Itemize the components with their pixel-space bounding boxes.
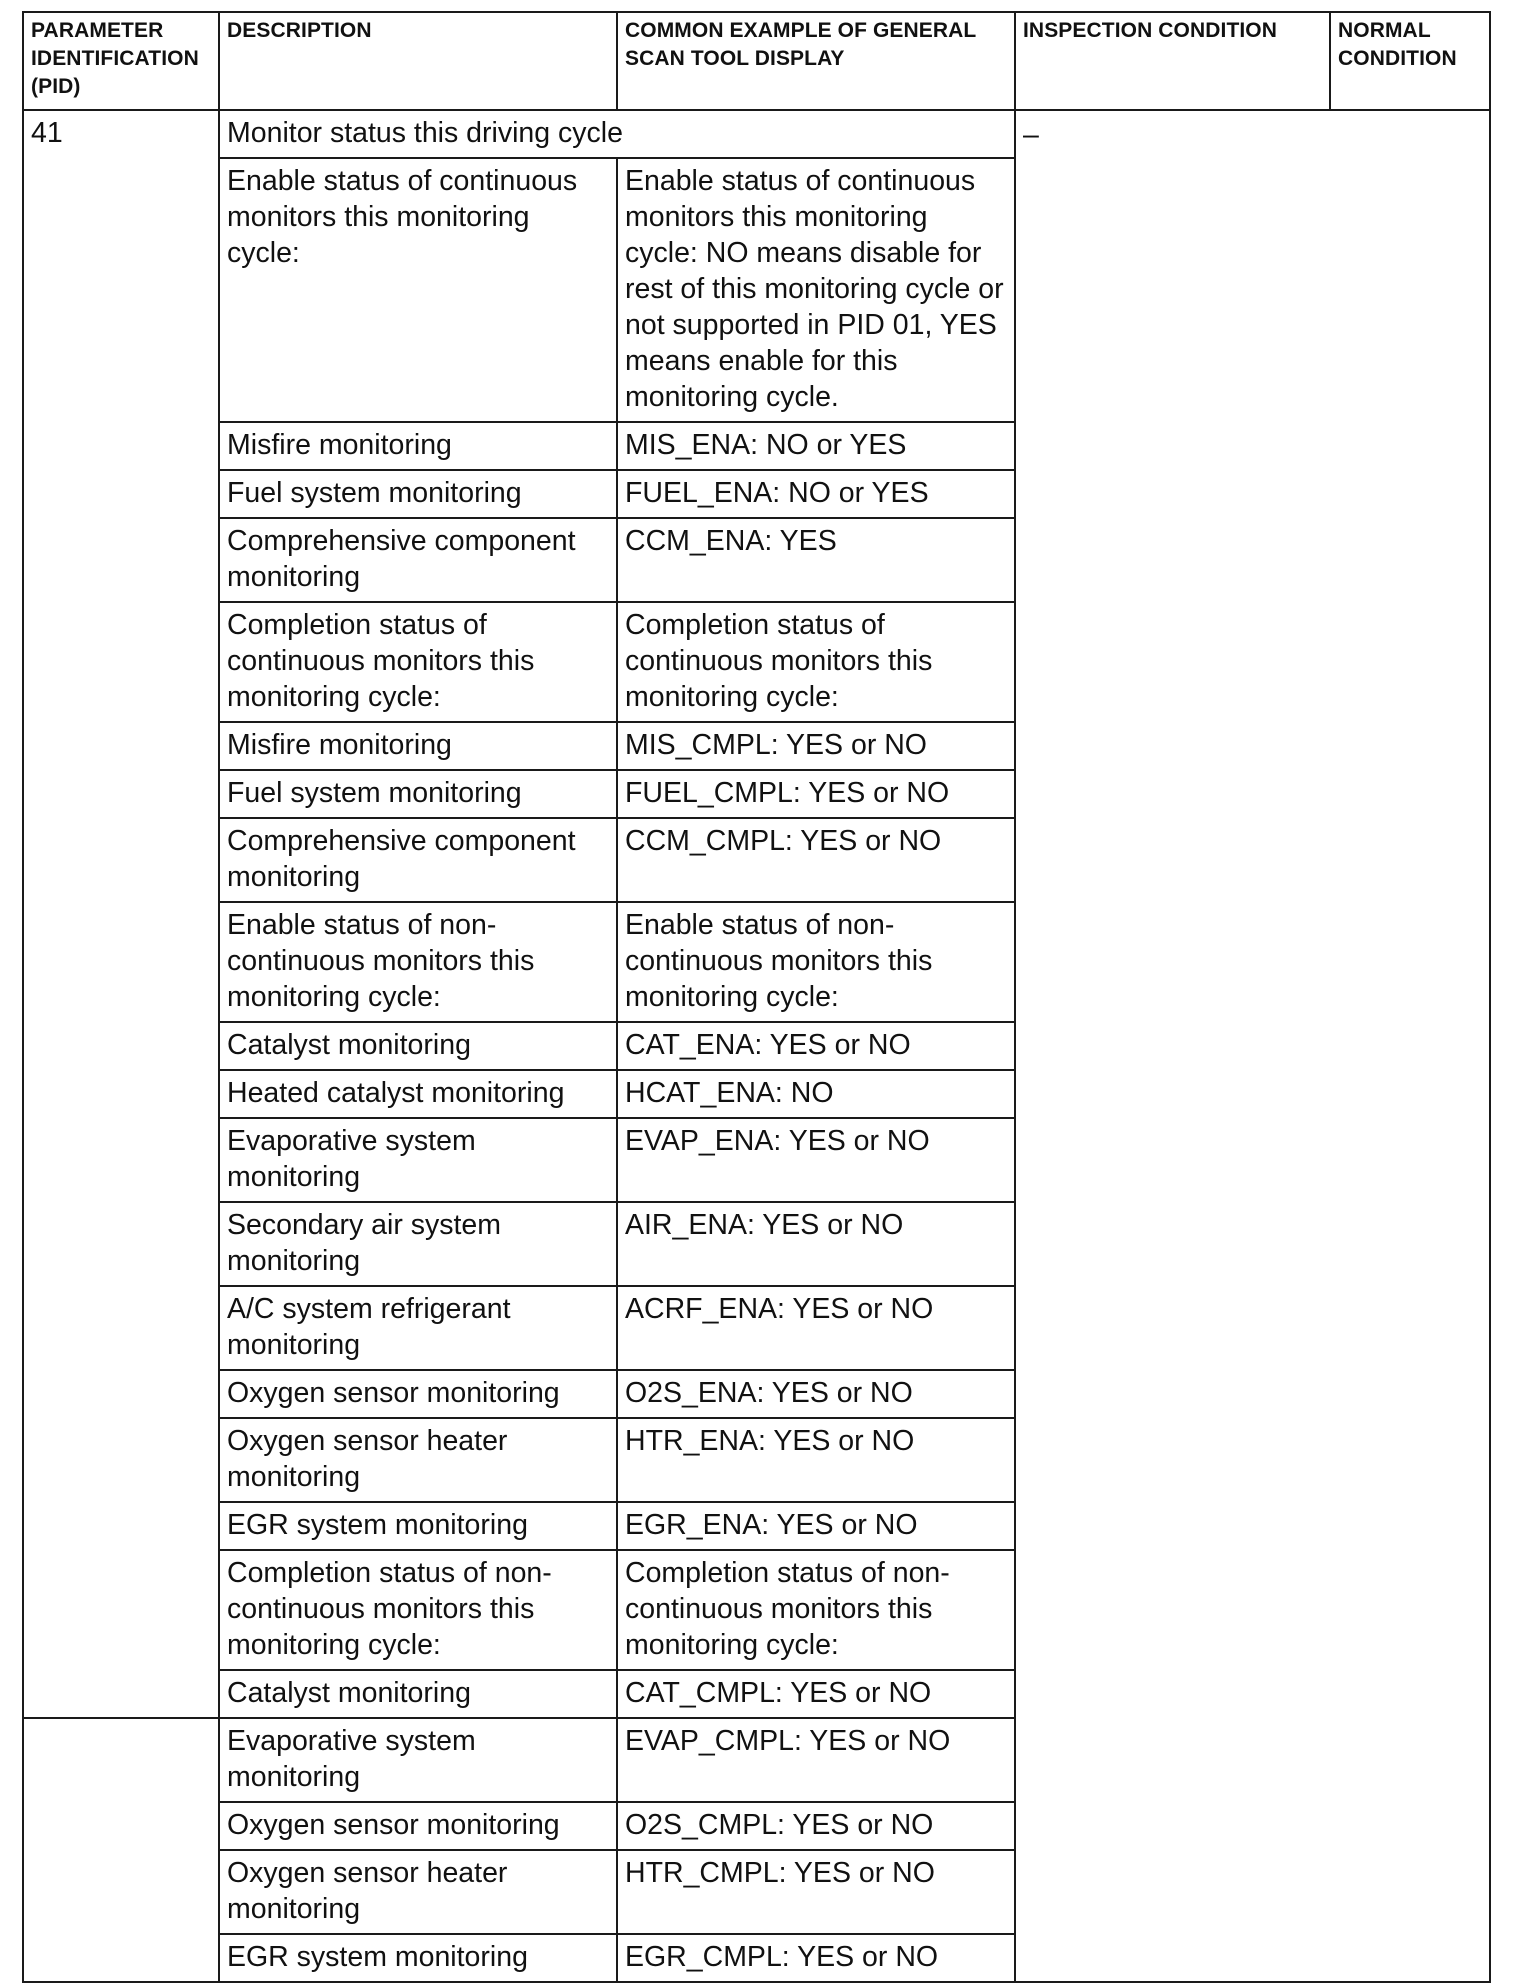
description-cell: Catalyst monitoring (219, 1022, 617, 1070)
display-cell: MIS_ENA: NO or YES (617, 422, 1015, 470)
description-cell: Evaporative system monitoring (219, 1118, 617, 1202)
pid-cell: 41 (23, 110, 219, 1718)
display-cell: CCM_ENA: YES (617, 518, 1015, 602)
section-row (23, 110, 1490, 158)
description-cell: Evaporative system monitoring (219, 1718, 617, 1802)
description-cell: Misfire monitoring (219, 722, 617, 770)
description-cell: Oxygen sensor monitoring (219, 1370, 617, 1418)
description-cell: Oxygen sensor heater monitoring (219, 1418, 617, 1502)
display-cell: MIS_CMPL: YES or NO (617, 722, 1015, 770)
display-cell: EGR_ENA: YES or NO (617, 1502, 1015, 1550)
display-cell: Completion status of continuous monitors this monitoring cycle: (617, 602, 1015, 722)
description-cell: Comprehensive component monitoring (219, 518, 617, 602)
inspection-value: – (1023, 119, 1039, 151)
pid-table (22, 11, 1491, 1983)
display-cell: AIR_ENA: YES or NO (617, 1202, 1015, 1286)
display-cell: CAT_ENA: YES or NO (617, 1022, 1015, 1070)
display-cell: HTR_ENA: YES or NO (617, 1418, 1015, 1502)
description-cell: Misfire monitoring (219, 422, 617, 470)
description-cell: Catalyst monitoring (219, 1670, 617, 1718)
description-cell: Fuel system monitoring (219, 770, 617, 818)
inspection-cell (1015, 110, 1490, 1982)
display-cell: FUEL_CMPL: YES or NO (617, 770, 1015, 818)
pid-cell-empty (23, 1718, 219, 1982)
description-cell: Completion status of non-continuous monitors this monitoring cycle: (219, 1550, 617, 1670)
description-cell: Heated catalyst monitoring (219, 1070, 617, 1118)
header-normal: NORMAL CONDITION (1330, 12, 1490, 110)
header-row (23, 12, 1490, 110)
description-cell: Completion status of continuous monitors this monitoring cycle: (219, 602, 617, 722)
description-cell: Oxygen sensor heater monitoring (219, 1850, 617, 1934)
header-description: DESCRIPTION (219, 12, 617, 110)
description-cell: Fuel system monitoring (219, 470, 617, 518)
display-cell: O2S_ENA: YES or NO (617, 1370, 1015, 1418)
display-cell: EGR_CMPL: YES or NO (617, 1934, 1015, 1982)
section-title: Monitor status this driving cycle (219, 110, 1015, 158)
description-cell: EGR system monitoring (219, 1502, 617, 1550)
display-cell: Enable status of non-continuous monitors this monitoring cycle: (617, 902, 1015, 1022)
display-cell: HTR_CMPL: YES or NO (617, 1850, 1015, 1934)
header-display: COMMON EXAMPLE OF GENERAL SCAN TOOL DISPLAY (617, 12, 1015, 110)
display-cell: EVAP_ENA: YES or NO (617, 1118, 1015, 1202)
display-cell: CAT_CMPL: YES or NO (617, 1670, 1015, 1718)
description-cell: Comprehensive component monitoring (219, 818, 617, 902)
description-cell: Enable status of non-continuous monitors this monitoring cycle: (219, 902, 617, 1022)
description-cell: Enable status of continuous monitors this monitoring cycle: (219, 158, 617, 422)
header-pid: PARAMETER IDENTIFICATION (PID) (23, 12, 219, 110)
header-inspection: INSPECTION CONDITION (1015, 12, 1330, 110)
description-cell: A/C system refrigerant monitoring (219, 1286, 617, 1370)
description-cell: EGR system monitoring (219, 1934, 617, 1982)
display-cell: O2S_CMPL: YES or NO (617, 1802, 1015, 1850)
display-cell: Completion status of non-continuous monitors this monitoring cycle: (617, 1550, 1015, 1670)
description-cell: Secondary air system monitoring (219, 1202, 617, 1286)
display-cell: HCAT_ENA: NO (617, 1070, 1015, 1118)
display-cell: FUEL_ENA: NO or YES (617, 470, 1015, 518)
display-cell: CCM_CMPL: YES or NO (617, 818, 1015, 902)
display-cell: ACRF_ENA: YES or NO (617, 1286, 1015, 1370)
display-cell: Enable status of continuous monitors this monitoring cycle: NO means disable for rest of this monitoring cycle or not supported in PID 01, YES means enable for this monitoring cycle. (617, 158, 1015, 422)
description-cell: Oxygen sensor monitoring (219, 1802, 617, 1850)
display-cell: EVAP_CMPL: YES or NO (617, 1718, 1015, 1802)
